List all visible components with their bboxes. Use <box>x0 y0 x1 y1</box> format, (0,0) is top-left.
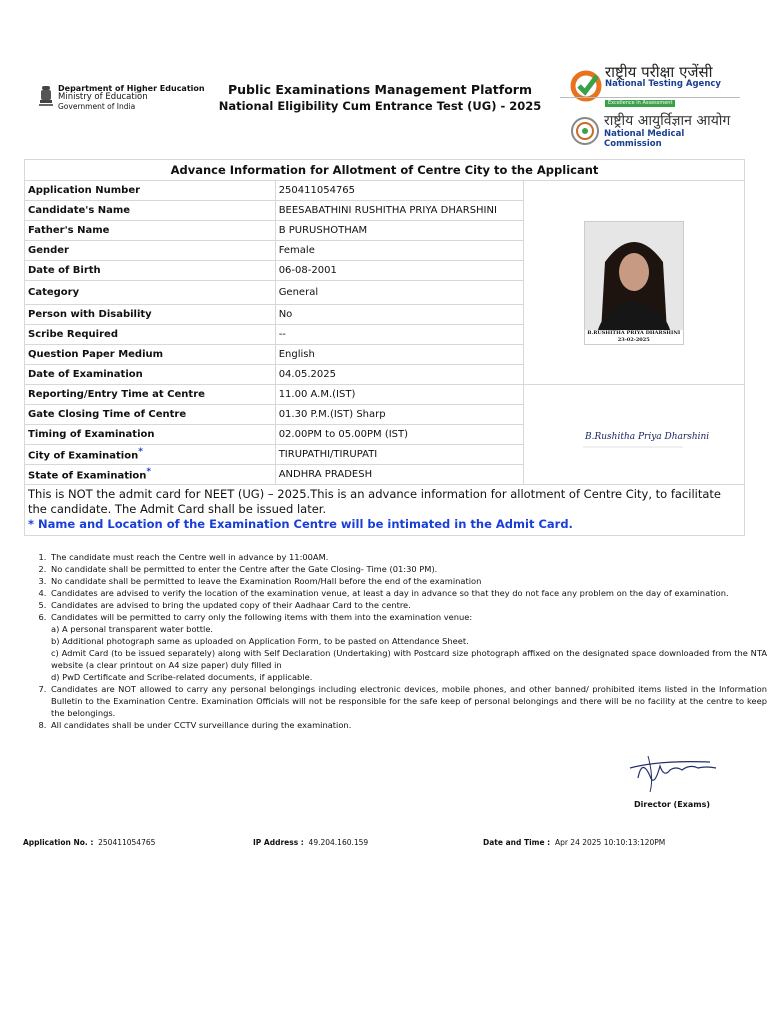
row-label: Date of Examination <box>25 365 276 385</box>
row-value: ANDHRA PRADESH <box>275 465 523 485</box>
row-label: Timing of Examination <box>25 425 276 445</box>
page-title <box>210 81 550 115</box>
signature-text: B.Rushitha Priya Dharshini <box>584 432 709 442</box>
row-value: 11.00 A.M.(IST) <box>275 385 523 405</box>
row-label: Question Paper Medium <box>25 345 276 365</box>
row-value: 01.30 P.M.(IST) Sharp <box>275 405 523 425</box>
sub-item: a) A personal transparent water bottle. <box>51 624 214 634</box>
row-label: Category <box>25 281 276 305</box>
row-value: TIRUPATHI/TIRUPATI <box>275 445 523 465</box>
list-item: 3. No candidate shall be permitted to leave the Examination Room/Hall before the end of the examination <box>49 575 767 587</box>
row-label: Candidate's Name <box>25 201 276 221</box>
list-item: 7. Candidates are NOT allowed to carry any personal belongings including electronic devices, mobile phones, and other banned/ prohibited items listed in the Information Bulletin to the Examination Centre. Examination Officials will not be responsible for the safe keep of personal belongings and there will be no facility at the centre to keep the belongings. <box>49 683 767 719</box>
national-emblem-icon <box>38 84 54 108</box>
row-label: Gender <box>25 241 276 261</box>
nta-nmc-logos <box>570 64 740 149</box>
note-blue-text: * Name and Location of the Examination Centre will be intimated in the Admit Card. <box>28 517 573 531</box>
row-label: Scribe Required <box>25 325 276 345</box>
row-value: -- <box>275 325 523 345</box>
row-value: 04.05.2025 <box>275 365 523 385</box>
title-line2: National Eligibility Cum Entrance Test (UG) - 2025 <box>218 99 542 113</box>
footer-ip-address: IP Address : 49.204.160.159 <box>253 838 369 847</box>
photo-caption-date: 23-02-2025 <box>617 336 650 343</box>
nmc-hindi-name: राष्ट्रीय आयुर्विज्ञान आयोग <box>604 113 731 129</box>
nta-english-name: National Testing Agency <box>605 79 721 89</box>
list-item: 1. The candidate must reach the Centre well in advance by 11:00AM. <box>49 551 767 563</box>
list-item: 6. Candidates will be permitted to carry only the following items with them into the examination venue: a) A personal transparent water bottle. b) Additional photograph same as uploaded on Application Form, to be pasted on Attendance Sheet. c) Admit Card (to be issued separately) along with Self Declaration (Undertaking) with Postcard size photograph affixed on the designated space downloaded from the NTA website (a clear printout on A4 size paper) duly filled in d) PwD Certificate and Scribe-related documents, if applicable. <box>49 611 767 683</box>
row-label: Application Number <box>25 181 276 201</box>
row-label: Date of Birth <box>25 261 276 281</box>
row-value: General <box>275 281 523 305</box>
row-label: City of Examination* <box>25 445 276 465</box>
nta-tagline: Excellence in Assessment <box>605 100 675 107</box>
sub-item: d) PwD Certificate and Scribe-related documents, if applicable. <box>51 672 313 682</box>
dhe-line2: Ministry of Education <box>58 92 148 102</box>
page-header <box>0 60 768 150</box>
footer-date-time: Date and Time : Apr 24 2025 10:10:13:120PM <box>483 838 666 847</box>
allotment-info-table <box>24 159 745 536</box>
photo-cell <box>523 181 744 385</box>
list-item: 8. All candidates shall be under CCTV surveillance during the examination. <box>49 719 767 731</box>
row-value: B PURUSHOTHAM <box>275 221 523 241</box>
row-label: State of Examination* <box>25 465 276 485</box>
row-value: BEESABATHINI RUSHITHA PRIYA DHARSHINI <box>275 201 523 221</box>
nmc-logo <box>570 113 740 149</box>
list-item: 2. No candidate shall be permitted to enter the Centre after the Gate Closing- Time (01:30 PM). <box>49 563 767 575</box>
row-value: Female <box>275 241 523 261</box>
note-text: This is NOT the admit card for NEET (UG) – 2025.This is an advance information for allotment of Centre City, to facilitate the candidate. The Admit Card shall be issued later. <box>28 487 721 516</box>
footer-application-no: Application No. : 250411054765 <box>23 838 156 847</box>
list-item: 4. Candidates are advised to verify the location of the examination venue, at least a day in advance so that they do not face any problem on the day of examination. <box>49 587 767 599</box>
instructions-list <box>29 551 767 731</box>
row-value: 06-08-2001 <box>275 261 523 281</box>
row-label: Reporting/Entry Time at Centre <box>25 385 276 405</box>
list-item: 5. Candidates are advised to bring the updated copy of their Aadhaar Card to the centre. <box>49 599 767 611</box>
row-value: 02.00PM to 05.00PM (IST) <box>275 425 523 445</box>
row-label: Gate Closing Time of Centre <box>25 405 276 425</box>
table-title: Advance Information for Allotment of Centre City to the Applicant <box>25 160 745 181</box>
nmc-emblem-icon <box>570 116 600 146</box>
director-signature <box>620 748 730 804</box>
row-label: Father's Name <box>25 221 276 241</box>
row-value: No <box>275 305 523 325</box>
nta-hindi-name: राष्ट्रीय परीक्षा एजेंसी <box>605 63 713 81</box>
dhe-line1: Department of Higher Education <box>58 84 205 93</box>
candidate-photo <box>584 221 684 345</box>
photo-caption-name: B.RUSHITHA PRIYA DHARSHINI <box>587 329 681 336</box>
title-line1: Public Examinations Management Platform <box>228 82 532 97</box>
nmc-english-name: National Medical Commission <box>604 129 685 149</box>
director-label: Director (Exams) <box>634 800 710 809</box>
advance-info-note <box>25 485 745 536</box>
sub-item: b) Additional photograph same as uploaded on Application Form, to be pasted on Attendance Sheet. <box>51 636 469 646</box>
dhe-line3: Government of India <box>58 102 136 111</box>
dhe-logo-block <box>38 84 205 111</box>
candidate-signature <box>579 413 709 453</box>
row-value: 250411054765 <box>275 181 523 201</box>
table-row <box>25 181 745 201</box>
row-label: Person with Disability <box>25 305 276 325</box>
sub-item: c) Admit Card (to be issued separately) along with Self Declaration (Undertaking) with Postcard size photograph affixed on the designated space downloaded from the NTA website (a clear printout on A4 size paper) duly filled in <box>51 648 767 670</box>
row-value: English <box>275 345 523 365</box>
nta-logo <box>570 64 740 108</box>
signature-cell <box>523 385 744 485</box>
table-row <box>25 385 745 405</box>
logo-divider <box>560 97 740 98</box>
person-photo-icon <box>585 222 683 344</box>
